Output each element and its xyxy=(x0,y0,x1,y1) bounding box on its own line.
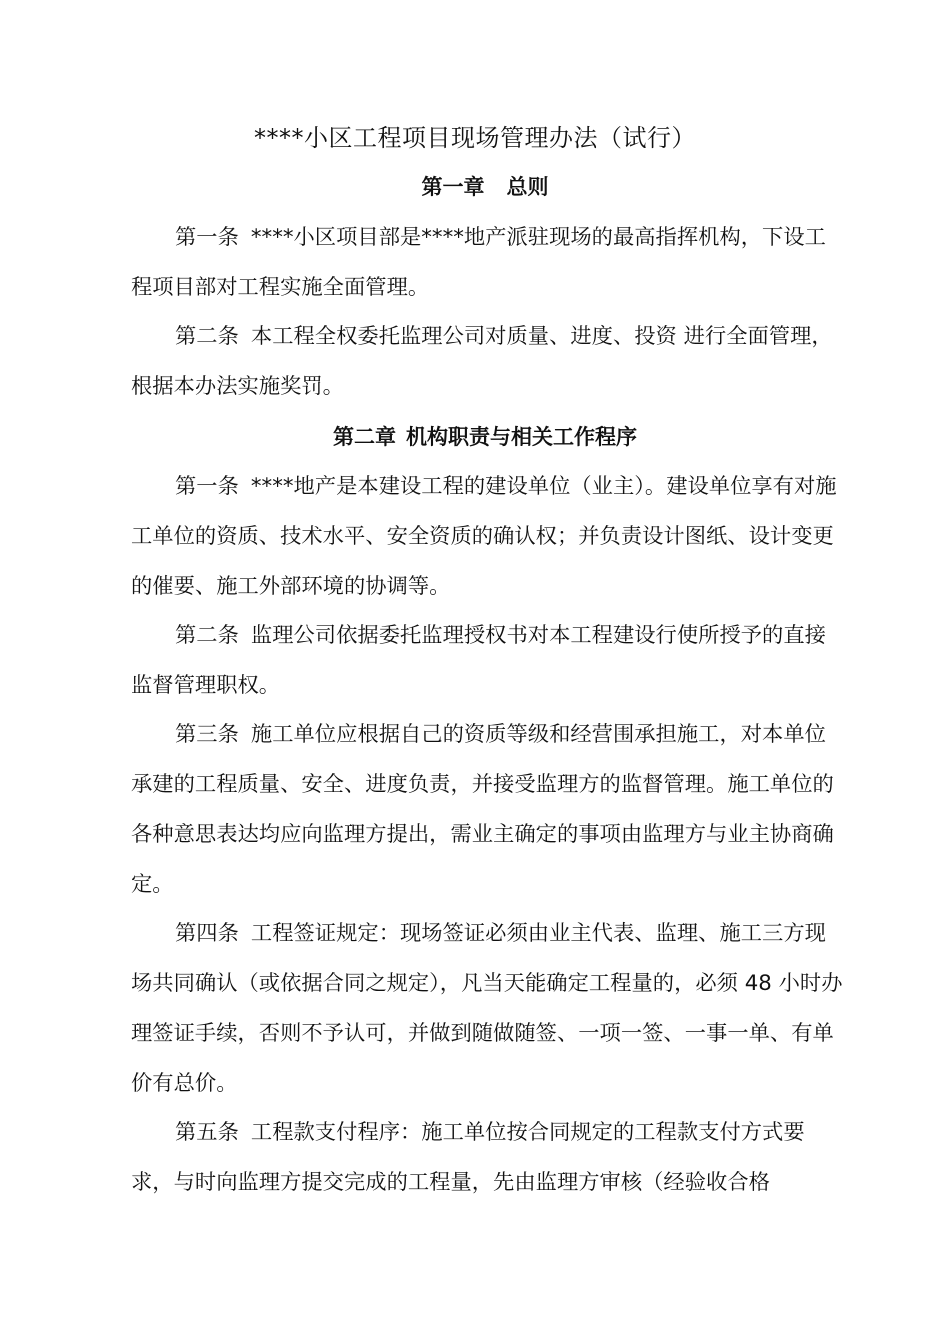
article-label: 第五条 xyxy=(175,1120,239,1145)
article-paragraph xyxy=(131,213,843,313)
article-paragraph xyxy=(131,1108,843,1208)
chapter-name: 机构职责与相关工作程序 xyxy=(406,425,637,449)
article-label: 第二条 xyxy=(175,324,239,349)
article-paragraph xyxy=(131,611,843,711)
article-label: 第一条 xyxy=(175,225,239,250)
chapter-heading xyxy=(0,420,950,454)
article-text: 本工程全权委托监理公司对质量、进度、投资 进行全面管理，根据本办法实施奖罚。 xyxy=(131,324,833,399)
article-text: 工程签证规定：现场签证必须由业主代表、监理、施工三方现场共同确认（或依据合同之规定），凡当天能确定工程量的，必须 48 小时办理签证手续，否则不予认可，并做到随做随签、一项一签、一事一单、有单价有总价。 xyxy=(131,921,843,1096)
chapter-heading xyxy=(0,170,950,204)
document-title: ****小区工程项目现场管理办法（试行） xyxy=(254,124,696,152)
chapter-number: 第二章 xyxy=(333,425,396,449)
article-paragraph xyxy=(131,710,843,910)
chapter-number: 第一章 xyxy=(421,175,485,199)
article-paragraph xyxy=(131,312,843,412)
article-text: 监理公司依据委托监理授权书对本工程建设行使所授予的直接监督管理职权。 xyxy=(131,623,826,698)
article-paragraph xyxy=(131,462,843,612)
chapter-name: 总则 xyxy=(506,175,549,199)
article-paragraph xyxy=(131,909,843,1109)
article-text: 施工单位应根据自己的资质等级和经营围承担施工，对本单位承建的工程质量、安全、进度负责，并接受监理方的监督管理。施工单位的各种意思表达均应向监理方提出，需业主确定的事项由监理方与业主协商确定。 xyxy=(131,722,834,897)
article-text: ****地产是本建设工程的建设单位（业主）。建设单位享有对施工单位的资质、技术水平、安全资质的确认权；并负责设计图纸、设计变更的催要、施工外部环境的协调等。 xyxy=(131,474,837,599)
article-label: 第二条 xyxy=(175,623,239,648)
article-text: ****小区项目部是****地产派驻现场的最高指挥机构，下设工程项目部对工程实施全面管理。 xyxy=(131,225,826,300)
article-label: 第一条 xyxy=(175,474,239,499)
article-text: 工程款支付程序：施工单位按合同规定的工程款支付方式要求，与时向监理方提交完成的工程量，先由监理方审核（经验收合格 xyxy=(131,1120,805,1195)
article-label: 第四条 xyxy=(175,921,239,946)
article-label: 第三条 xyxy=(175,722,239,747)
